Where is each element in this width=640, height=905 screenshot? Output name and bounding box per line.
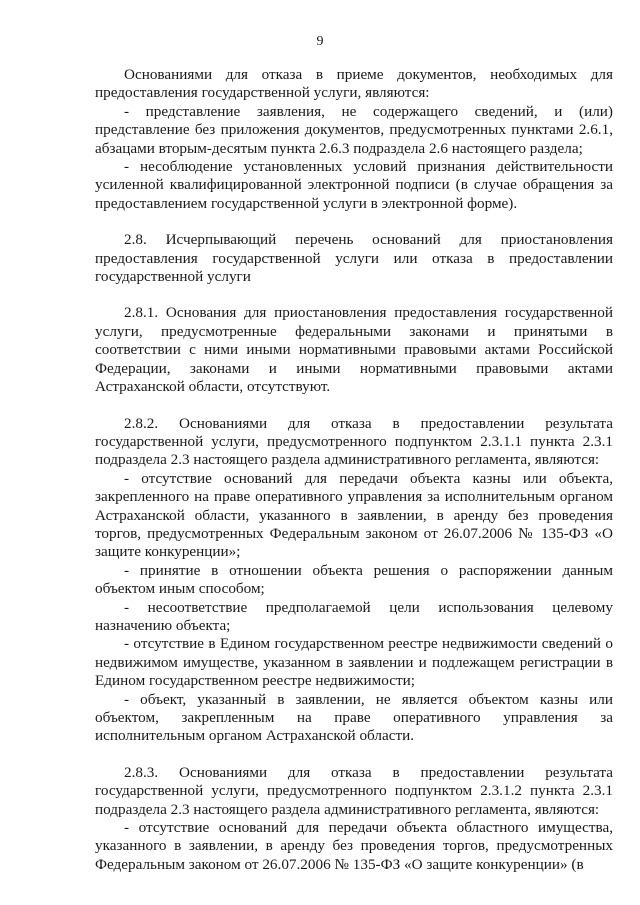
paragraph-2-8-2-item-1: - отсутствие оснований для передачи объекта казны или объекта, закрепленного на праве оперативного управления за исполнительным органом Астраханской области, указанного в заявлении, в аренду без проведения торгов, предусмотренных Федеральным законом от 26.07.2006 № 135-ФЗ «О защите конкуренции»; <box>95 469 613 561</box>
paragraph-2-8-2-item-2: - принятие в отношении объекта решения о распоряжении данным объектом иным способом; <box>95 561 613 598</box>
paragraph-refusal-item-1: - представление заявления, не содержащего сведений, и (или) представление без приложения документов, предусмотренных пунктами 2.6.1, абзацами вторым-десятым пункта 2.6.3 подраздела 2.6 настоящего раздела; <box>95 102 613 157</box>
paragraph-2-8-2-item-5: - объект, указанный в заявлении, не является объектом казны или объектом, закрепленным на праве оперативного управления за исполнительным органом Астраханской области. <box>95 690 613 745</box>
paragraph-2-8-2: 2.8.2. Основаниями для отказа в предоставлении результата государственной услуги, предусмотренного подпунктом 2.3.1.1 пункта 2.3.1 подраздела 2.3 настоящего раздела административного регламента, являются: <box>95 414 613 469</box>
paragraph-2-8-2-item-4: - отсутствие в Едином государственном реестре недвижимости сведений о недвижимом имуществе, указанном в заявлении и подлежащем регистрации в Едином государственном реестре недвижимости; <box>95 635 613 690</box>
paragraph-2-8-1: 2.8.1. Основания для приостановления предоставления государственной услуги, предусмотренные федеральными законами и принятыми в соответствии с ними иными нормативными правовыми актами Российской Федерации, законами и иными нормативными правовыми актами Астраханской области, отсутствуют. <box>95 304 613 396</box>
section-gap <box>95 286 613 304</box>
section-gap <box>95 213 613 231</box>
section-gap <box>95 746 613 764</box>
paragraph-refusal-item-2: - несоблюдение установленных условий признания действительности усиленной квалифицированной электронной подписи (в случае обращения за предоставлением государственной услуги в электронной форме). <box>95 158 613 212</box>
section-gap <box>95 397 613 415</box>
page-number: 9 <box>316 34 324 49</box>
paragraph-2-8-3-item-1: - отсутствие оснований для передачи объекта областного имущества, указанного в заявлении, в аренду без проведения торгов, предусмотренных Федеральным законом от 26.07.2006 № 135-ФЗ «О защите конкуренции» (в <box>95 819 613 873</box>
paragraph-2-8-3: 2.8.3. Основаниями для отказа в предоставлении результата государственной услуги, предусмотренного подпунктом 2.3.1.2 пункта 2.3.1 подраздела 2.3 настоящего раздела административного регламента, являются: <box>95 763 613 818</box>
section-heading-2-8: 2.8. Исчерпывающий перечень оснований для приостановления предоставления государственной услуги или отказа в предоставлении государственной услуги <box>95 231 613 286</box>
paragraph-2-8-2-item-3: - несоответствие предполагаемой цели использования целевому назначению объекта; <box>95 598 613 634</box>
paragraph-refusal-intro: Основаниями для отказа в приеме документов, необходимых для предоставления государственной услуги, являются: <box>95 66 613 102</box>
document-body <box>95 66 613 874</box>
